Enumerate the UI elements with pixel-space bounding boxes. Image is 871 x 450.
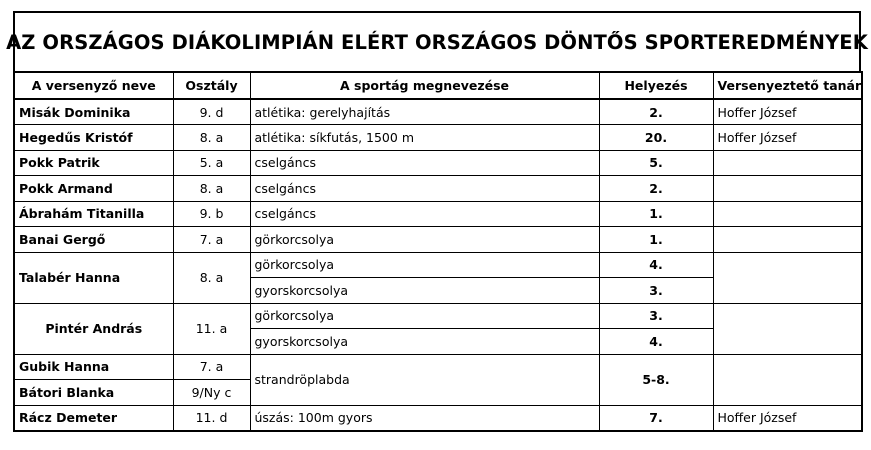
- table-row: [14, 201, 862, 227]
- cell-sport: gyorskorcsolya: [250, 329, 599, 355]
- cell-sport: cselgáncs: [250, 201, 599, 227]
- cell-name: Banai Gergő: [14, 227, 173, 253]
- cell-sport: cselgáncs: [250, 150, 599, 176]
- table-row: [14, 99, 862, 125]
- cell-sport: atlétika: síkfutás, 1500 m: [250, 125, 599, 151]
- page-title: AZ ORSZÁGOS DIÁKOLIMPIÁN ELÉRT ORSZÁGOS DÖNTŐS SPORTEREDMÉNYEK: [6, 30, 868, 54]
- header-teacher: Versenyeztető tanár: [713, 72, 862, 99]
- results-table: [13, 71, 863, 432]
- cell-name: Bátori Blanka: [14, 380, 173, 406]
- cell-sport: úszás: 100m gyors: [250, 405, 599, 431]
- cell-class: 7. a: [173, 354, 250, 380]
- cell-name: Gubik Hanna: [14, 354, 173, 380]
- table-row: [14, 303, 862, 329]
- cell-name: Rácz Demeter: [14, 405, 173, 431]
- cell-name: Hegedűs Kristóf: [14, 125, 173, 151]
- cell-place: 1.: [599, 201, 713, 227]
- cell-place: 20.: [599, 125, 713, 151]
- cell-teacher: [713, 201, 862, 227]
- cell-place: 4.: [599, 252, 713, 278]
- cell-teacher: [713, 252, 862, 303]
- cell-class: 5. a: [173, 150, 250, 176]
- cell-teacher: [713, 303, 862, 354]
- cell-name: Pokk Patrik: [14, 150, 173, 176]
- cell-class: 9/Ny c: [173, 380, 250, 406]
- cell-sport: atlétika: gerelyhajítás: [250, 99, 599, 125]
- cell-class: 9. b: [173, 201, 250, 227]
- cell-sport: görkorcsolya: [250, 252, 599, 278]
- table-row: [14, 176, 862, 202]
- cell-sport: görkorcsolya: [250, 227, 599, 253]
- header-name: A versenyző neve: [14, 72, 173, 99]
- table-row: [14, 150, 862, 176]
- cell-place: 5-8.: [599, 354, 713, 405]
- cell-place: 7.: [599, 405, 713, 431]
- cell-name: Misák Dominika: [14, 99, 173, 125]
- cell-teacher: [713, 176, 862, 202]
- cell-sport: gyorskorcsolya: [250, 278, 599, 304]
- cell-place: 3.: [599, 303, 713, 329]
- table-row: [14, 354, 862, 380]
- header-place: Helyezés: [599, 72, 713, 99]
- table-row: [14, 252, 862, 278]
- cell-name: Pokk Armand: [14, 176, 173, 202]
- cell-class: 9. d: [173, 99, 250, 125]
- cell-teacher: Hoffer József: [713, 99, 862, 125]
- cell-sport: cselgáncs: [250, 176, 599, 202]
- cell-teacher: Hoffer József: [713, 125, 862, 151]
- table-row: [14, 227, 862, 253]
- cell-place: 4.: [599, 329, 713, 355]
- cell-teacher: Hoffer József: [713, 405, 862, 431]
- cell-teacher: [713, 227, 862, 253]
- cell-class: 11. d: [173, 405, 250, 431]
- cell-teacher: [713, 150, 862, 176]
- cell-class: 7. a: [173, 227, 250, 253]
- cell-class: 8. a: [173, 125, 250, 151]
- table-row: [14, 405, 862, 431]
- header-sport: A sportág megnevezése: [250, 72, 599, 99]
- cell-place: 2.: [599, 176, 713, 202]
- header-row: [14, 72, 862, 99]
- cell-place: 2.: [599, 99, 713, 125]
- title-box: [6, 11, 868, 71]
- cell-class: 11. a: [173, 303, 250, 354]
- cell-sport: görkorcsolya: [250, 303, 599, 329]
- cell-class: 8. a: [173, 252, 250, 303]
- table-row: [14, 125, 862, 151]
- cell-place: 3.: [599, 278, 713, 304]
- cell-teacher: [713, 354, 862, 405]
- cell-name: Talabér Hanna: [14, 252, 173, 303]
- cell-place: 5.: [599, 150, 713, 176]
- cell-name: Ábrahám Titanilla: [14, 201, 173, 227]
- cell-name: Pintér András: [14, 303, 173, 354]
- cell-place: 1.: [599, 227, 713, 253]
- header-class: Osztály: [173, 72, 250, 99]
- cell-sport: strandröplabda: [250, 354, 599, 405]
- cell-class: 8. a: [173, 176, 250, 202]
